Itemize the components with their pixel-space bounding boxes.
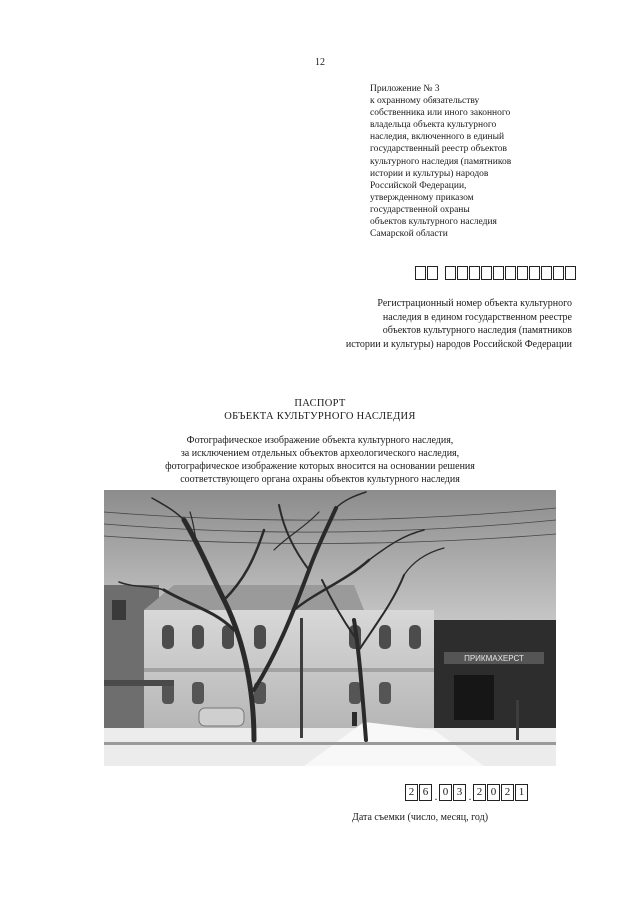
shoot-date-caption: Дата съемки (число, месяц, год) (352, 812, 489, 823)
registration-number-boxes (415, 266, 577, 280)
appendix-line: утвержденному приказом (370, 192, 474, 203)
reg-digit-box (457, 266, 468, 280)
reg-caption-line: объектов культурного наследия (памятников (382, 325, 572, 336)
photo-caption-line: Фотографическое изображение объекта культурного наследия, (186, 435, 454, 446)
reg-caption-line: Регистрационный номер объекта культурного (377, 298, 572, 309)
reg-digit-box (469, 266, 480, 280)
heritage-building-photo (104, 490, 556, 766)
appendix-line: Российской Федерации, (370, 180, 467, 191)
reg-caption-line: истории и культуры) народов Российской Федерации (345, 338, 572, 350)
reg-digit-box (565, 266, 576, 280)
appendix-line: наследия, включенного в единый (370, 132, 505, 143)
reg-digit-box (505, 266, 516, 280)
registration-caption (252, 297, 572, 351)
reg-caption-line: наследия в едином государственном реестре (382, 311, 572, 323)
date-separator: . (468, 789, 472, 803)
appendix-line: объектов культурного наследия (370, 217, 497, 228)
reg-digit-box (445, 266, 456, 280)
reg-digit-box (517, 266, 528, 280)
passport-subtitle: ОБЪЕКТА КУЛЬТУРНОГО НАСЛЕДИЯ (224, 411, 416, 422)
appendix-line: Приложение № 3 (370, 84, 440, 94)
date-digit-box: 1 (515, 784, 528, 801)
date-separator: . (434, 789, 438, 803)
date-digit-box: 3 (453, 784, 466, 801)
appendix-note (370, 83, 580, 240)
reg-digit-box (541, 266, 552, 280)
reg-digit-box (481, 266, 492, 280)
shop-sign: ПРИКМАХЕРСТ (464, 654, 524, 663)
shoot-date-boxes (405, 784, 529, 801)
passport-title: ПАСПОРТ (294, 398, 346, 409)
date-digit-box: 2 (473, 784, 486, 801)
appendix-line: культурного наследия (памятников (370, 156, 512, 167)
reg-digit-box (427, 266, 438, 280)
photo-caption-line: соответствующего органа охраны объектов культурного наследия (180, 474, 460, 485)
date-digit-box: 0 (439, 784, 452, 801)
reg-digit-box (553, 266, 564, 280)
appendix-line: государственной охраны (370, 204, 470, 215)
appendix-line: к охранному обязательству (370, 96, 480, 107)
appendix-line: собственника или иного законного (370, 108, 511, 119)
date-digit-box: 2 (405, 784, 418, 801)
page-number: 12 (315, 57, 325, 68)
reg-digit-box (415, 266, 426, 280)
date-digit-box: 6 (419, 784, 432, 801)
appendix-line: Самарской области (370, 229, 448, 240)
reg-digit-box (529, 266, 540, 280)
photo-caption (0, 434, 640, 486)
date-digit-box: 2 (501, 784, 514, 801)
appendix-line: истории и культуры) народов (370, 168, 489, 179)
photo-caption-line: фотографическое изображение которых вносится на основании решения (165, 461, 475, 472)
appendix-line: владельца объекта культурного (370, 120, 497, 131)
appendix-line: государственный реестр объектов (370, 144, 507, 155)
photo-caption-line: за исключением отдельных объектов археологического наследия, (180, 448, 460, 459)
date-digit-box: 0 (487, 784, 500, 801)
reg-digit-box (493, 266, 504, 280)
